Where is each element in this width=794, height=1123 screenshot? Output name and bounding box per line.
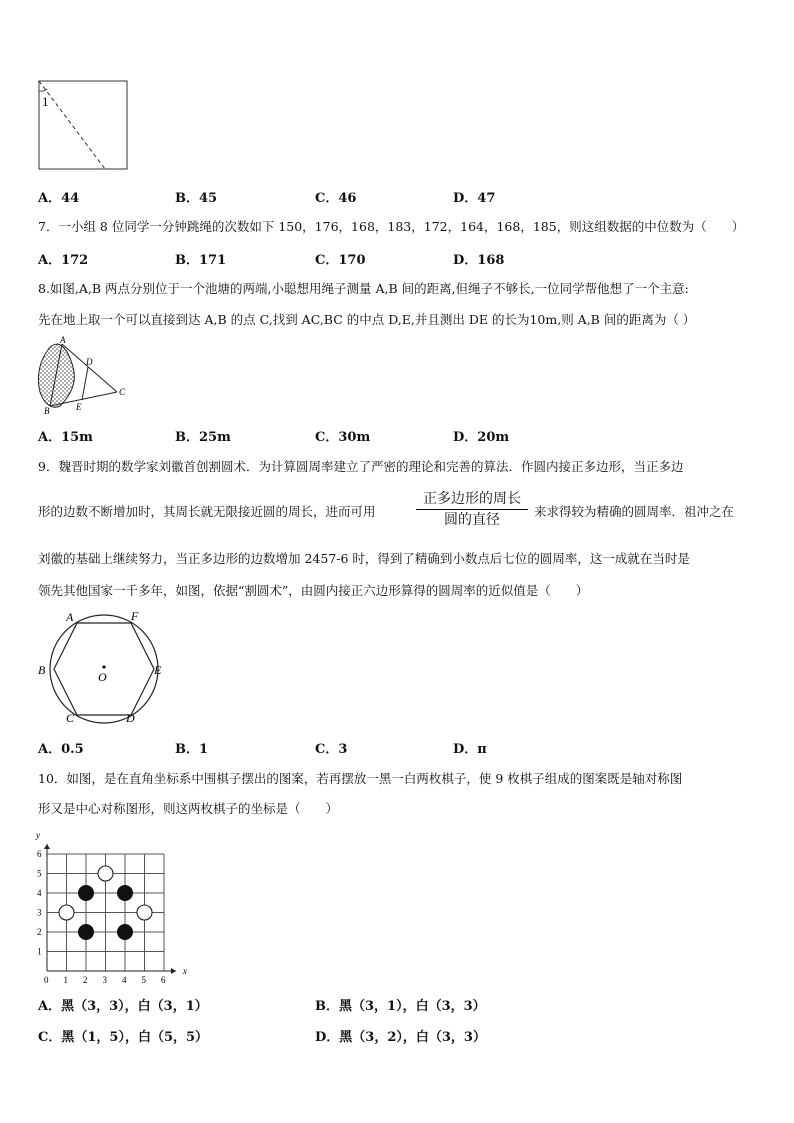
q10-axis-x-label: x bbox=[183, 966, 187, 976]
q9-fraction-numerator: 正多边形的周长 bbox=[423, 491, 521, 507]
x-tick-label: 2 bbox=[83, 975, 88, 984]
q10-coordinate-grid bbox=[30, 828, 195, 984]
q6-option-c: C．46 bbox=[315, 191, 357, 206]
q9-label-f: F bbox=[131, 609, 139, 623]
q9-label-e: E bbox=[154, 663, 162, 677]
q6-angle-label: 1 bbox=[42, 94, 49, 109]
y-tick-label: 4 bbox=[37, 888, 42, 898]
q6-option-a: A．44 bbox=[38, 191, 80, 206]
y-tick-label: 2 bbox=[37, 927, 42, 937]
q9-question-line2-post: 来求得较为精确的圆周率．祖冲之在 bbox=[534, 504, 735, 519]
q8-option-a: A．15m bbox=[38, 430, 93, 445]
q8-label-a: A bbox=[60, 336, 66, 345]
q7-option-d: D．168 bbox=[453, 253, 505, 268]
q8-question-line2: 先在地上取一个可以直接到达 A,B 的点 C,找到 AC,BC 的中点 D,E,并且测出 DE 的长为10m,则 A,B 间的距离为（ ） bbox=[38, 312, 696, 327]
q10-question-line2: 形又是中心对称图形，则这两枚棋子的坐标是（ ） bbox=[38, 801, 339, 816]
q9-option-d: D．π bbox=[453, 742, 487, 757]
q7-option-c: C．170 bbox=[315, 253, 366, 268]
x-tick-label: 1 bbox=[63, 975, 68, 984]
q9-label-b: B bbox=[38, 663, 46, 677]
q10-axis-y-label: y bbox=[36, 830, 40, 840]
y-tick-label: 5 bbox=[37, 868, 42, 879]
black-stone bbox=[118, 925, 133, 940]
white-stone bbox=[59, 905, 74, 920]
q9-question-line4: 领先其他国家一千多年，如图，依据“割圆术”，由圆内接正六边形算得的圆周率的近似值是（ ） bbox=[38, 583, 589, 598]
q10-option-a: A．黑（3，3），白（3，1） bbox=[38, 999, 208, 1014]
q9-label-d: D bbox=[126, 711, 135, 725]
q8-pond-figure bbox=[32, 336, 132, 416]
q6-option-d: D．47 bbox=[453, 191, 496, 206]
q9-option-a: A．0.5 bbox=[38, 742, 84, 757]
q8-label-c: C bbox=[119, 387, 126, 397]
q9-fraction-denominator: 圆的直径 bbox=[444, 512, 500, 528]
q7-option-a: A．172 bbox=[38, 253, 89, 268]
black-stone bbox=[79, 886, 94, 901]
q7-option-b: B．171 bbox=[175, 253, 227, 268]
q10-question-line1: 10．如图，是在直角坐标系中围棋子摆出的图案，若再摆放一黑一白两枚棋子，使 9 枚棋子组成的图案既是轴对称图 bbox=[38, 771, 683, 786]
y-axis-arrow bbox=[44, 844, 50, 849]
q8-question-line1: 8.如图,A,B 两点分别位于一个池塘的两端,小聪想用绳子测量 A,B 间的距离,但绳子不够长,一位同学帮他想了一个主意: bbox=[38, 281, 689, 296]
q9-label-a: A bbox=[66, 610, 74, 624]
q9-hexagon-figure bbox=[34, 606, 170, 726]
y-tick-label: 1 bbox=[37, 946, 42, 957]
q7-question-text: 7．一小组 8 位同学一分钟跳绳的次数如下 150，176，168，183，172，164，168，185，则这组数据的中位数为（ ） bbox=[38, 219, 745, 234]
q8-option-d: D．20m bbox=[453, 430, 510, 445]
q9-question-line3: 刘徽的基础上继续努力，当正多边形的边数增加 2457-6 时，得到了精确到小数点后七位的圆周率，这一成就在当时是 bbox=[38, 551, 690, 566]
q9-option-b: B．1 bbox=[175, 742, 209, 757]
q9-option-c: C．3 bbox=[315, 742, 348, 757]
y-tick-label: 3 bbox=[37, 907, 42, 918]
white-stone bbox=[137, 905, 152, 920]
white-stone bbox=[98, 866, 113, 881]
q9-fraction bbox=[412, 490, 532, 529]
x-tick-label: 4 bbox=[122, 975, 127, 984]
q8-label-d: D bbox=[86, 357, 93, 367]
q9-question-line2-pre: 形的边数不断增加时，其周长就无限接近圆的周长，进而可用 bbox=[38, 504, 376, 519]
y-tick-label: 6 bbox=[37, 849, 42, 859]
q10-option-b: B．黑（3，1），白（3，3） bbox=[315, 999, 486, 1014]
q10-option-d: D．黑（3，2），白（3，3） bbox=[315, 1030, 486, 1045]
black-stone bbox=[118, 886, 133, 901]
x-tick-label: 3 bbox=[102, 975, 107, 984]
q8-option-c: C．30m bbox=[315, 430, 371, 445]
x-axis-arrow bbox=[171, 968, 176, 974]
black-stone bbox=[79, 925, 94, 940]
q6-square-figure bbox=[30, 74, 134, 176]
q8-label-e: E bbox=[76, 402, 82, 412]
q8-option-b: B．25m bbox=[175, 430, 231, 445]
x-tick-label: 6 bbox=[161, 975, 166, 984]
q10-option-c: C．黑（1，5），白（5，5） bbox=[38, 1030, 209, 1045]
q9-question-line1: 9．魏晋时期的数学家刘徽首创割圆术．为计算圆周率建立了严密的理论和完善的算法．作圆内接正多边形，当正多边 bbox=[38, 459, 684, 474]
q6-option-b: B．45 bbox=[175, 191, 218, 206]
q9-label-c: C bbox=[66, 711, 75, 725]
q9-label-o: O bbox=[98, 670, 107, 684]
q9-fraction-bar bbox=[416, 509, 528, 510]
x-tick-label: 5 bbox=[141, 975, 146, 984]
x-tick-label: 0 bbox=[44, 975, 49, 984]
q8-label-b: B bbox=[44, 406, 50, 416]
